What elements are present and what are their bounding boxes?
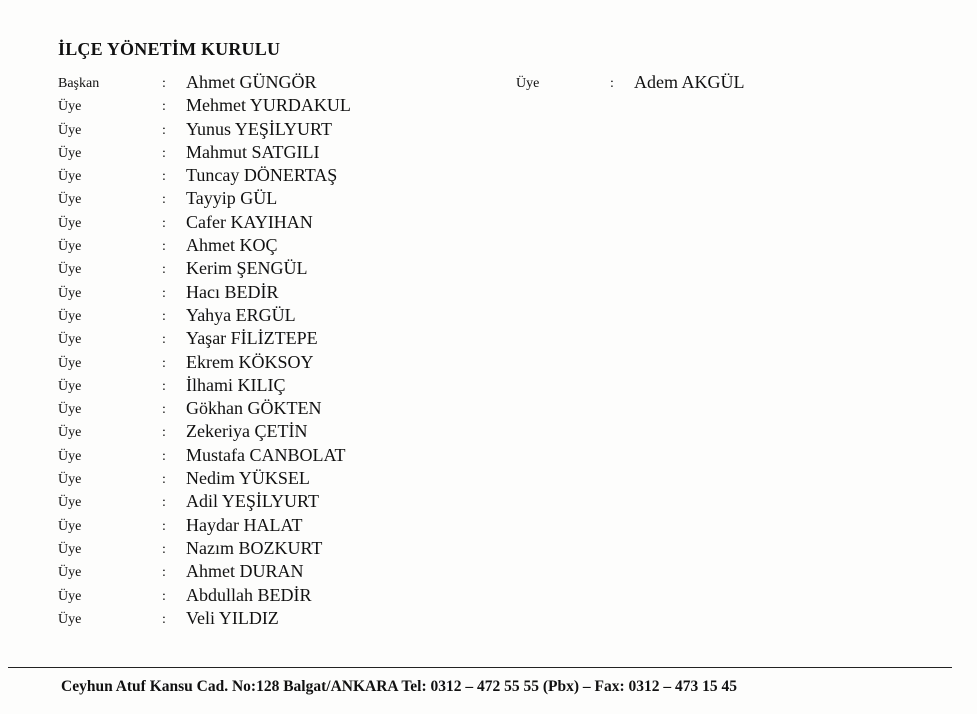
- separator: :: [162, 448, 166, 464]
- member-role: Üye: [58, 239, 82, 255]
- member-role: Başkan: [58, 76, 100, 91]
- member-role: Üye: [58, 472, 82, 488]
- member-role: Üye: [58, 285, 82, 301]
- member-name: Gökhan GÖKTEN: [186, 398, 322, 419]
- member-name: Nedim YÜKSEL: [186, 468, 310, 489]
- member-name: Yaşar FİLİZTEPE: [186, 328, 318, 349]
- member-role: Üye: [58, 588, 82, 604]
- member-role: Üye: [58, 122, 82, 138]
- member-role: Üye: [58, 425, 82, 441]
- member-role: Üye: [58, 495, 82, 511]
- member-role: Üye: [58, 145, 82, 161]
- member-role: Üye: [516, 76, 540, 91]
- separator: :: [162, 145, 166, 161]
- separator: :: [162, 192, 166, 208]
- member-name: Mustafa CANBOLAT: [186, 444, 346, 465]
- member-role: Üye: [58, 308, 82, 324]
- member-role: Üye: [58, 99, 82, 115]
- member-name: Kerim ŞENGÜL: [186, 258, 308, 279]
- separator: :: [162, 378, 166, 394]
- separator: :: [162, 332, 166, 348]
- member-name: Nazım BOZKURT: [186, 537, 323, 558]
- separator: :: [162, 215, 166, 231]
- member-role: Üye: [58, 541, 82, 557]
- separator: :: [162, 99, 166, 115]
- member-name: Ekrem KÖKSOY: [186, 351, 314, 372]
- member-name: Haydar HALAT: [186, 514, 303, 535]
- member-role: Üye: [58, 332, 82, 348]
- member-role: Üye: [58, 402, 82, 418]
- separator: :: [162, 76, 166, 91]
- member-role: Üye: [58, 355, 82, 371]
- separator: :: [162, 262, 166, 278]
- member-role: Üye: [58, 215, 82, 231]
- member-name: Adil YEŞİLYURT: [186, 491, 319, 512]
- separator: :: [162, 541, 166, 557]
- member-name: Ahmet GÜNGÖR: [186, 72, 317, 92]
- member-role: Üye: [58, 262, 82, 278]
- member-name: Ahmet DURAN: [186, 561, 304, 582]
- separator: :: [162, 472, 166, 488]
- separator: :: [162, 285, 166, 301]
- member-role: Üye: [58, 192, 82, 208]
- member-role: Üye: [58, 611, 82, 627]
- separator: :: [162, 495, 166, 511]
- member-role: Üye: [58, 565, 82, 581]
- footer-divider: [8, 667, 952, 668]
- member-name: Zekeriya ÇETİN: [186, 421, 308, 442]
- separator: :: [162, 611, 166, 627]
- member-role: Üye: [58, 378, 82, 394]
- member-name: Ahmet KOÇ: [186, 235, 278, 256]
- member-name: Hacı BEDİR: [186, 281, 279, 302]
- member-name: Yunus YEŞİLYURT: [186, 118, 332, 139]
- separator: :: [162, 308, 166, 324]
- member-name: Mehmet YURDAKUL: [186, 95, 351, 116]
- separator: :: [162, 518, 166, 534]
- separator: :: [162, 169, 166, 185]
- member-name: Yahya ERGÜL: [186, 304, 296, 325]
- separator: :: [162, 425, 166, 441]
- separator: :: [162, 355, 166, 371]
- separator: :: [162, 588, 166, 604]
- member-role: Üye: [58, 518, 82, 534]
- page-title: İLÇE YÖNETİM KURULU: [58, 39, 281, 59]
- member-name: Veli YILDIZ: [186, 607, 279, 628]
- member-role: Üye: [58, 448, 82, 464]
- member-name: Cafer KAYIHAN: [186, 211, 313, 232]
- member-role: Üye: [58, 169, 82, 185]
- member-name: Mahmut SATGILI: [186, 141, 320, 162]
- separator: :: [162, 122, 166, 138]
- separator: :: [162, 402, 166, 418]
- member-name: Adem AKGÜL: [634, 72, 745, 92]
- separator: :: [162, 565, 166, 581]
- member-name: Tuncay DÖNERTAŞ: [186, 165, 338, 186]
- separator: :: [162, 239, 166, 255]
- member-name: İlhami KILIÇ: [186, 374, 286, 395]
- member-name: Abdullah BEDİR: [186, 584, 312, 605]
- member-name: Tayyip GÜL: [186, 188, 278, 209]
- separator: :: [610, 76, 614, 91]
- footer-address: Ceyhun Atuf Kansu Cad. No:128 Balgat/ANKARA Tel: 0312 – 472 55 55 (Pbx) – Fax: 0312 – 473 15 45: [61, 678, 738, 695]
